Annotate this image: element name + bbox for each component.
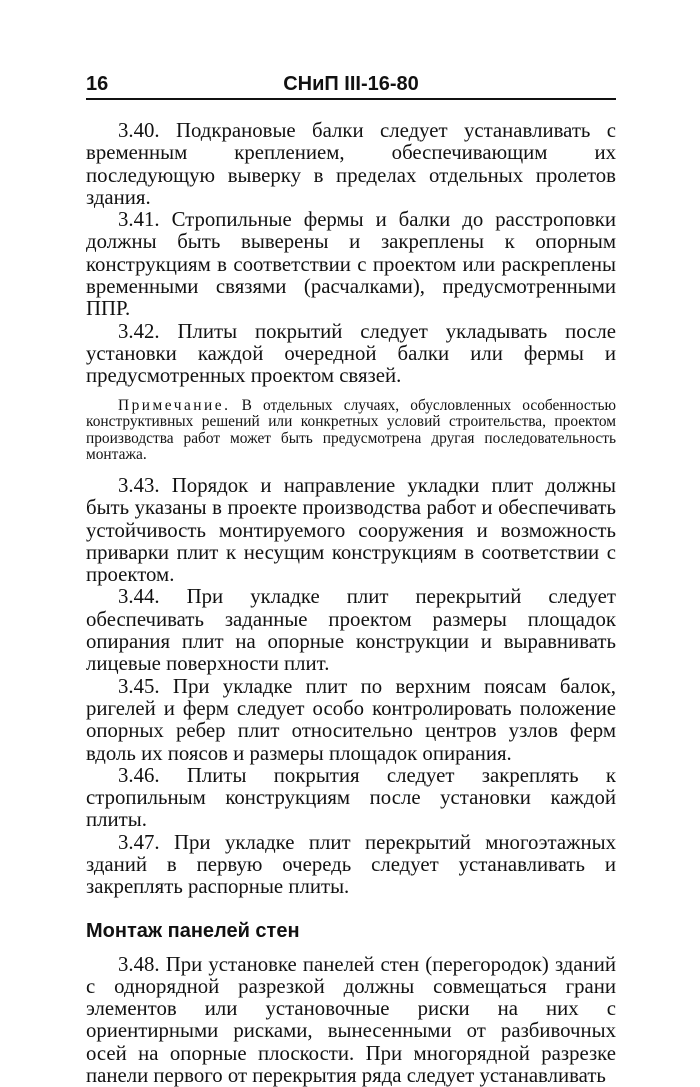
clause-number: 3.40. [118, 119, 160, 142]
clause-text: Плиты покрытий следует укладывать после установки каждой очередной балки или фермы и предусмотренных проектом связей. [86, 319, 616, 388]
clause-number: 3.47. [118, 830, 160, 854]
clause-3-44 [86, 586, 616, 675]
clause-text: Стропильные фермы и балки до расстроповки должны быть выверены и закреплены к опорным конструкциям в соответствии с проектом или раскреплены временными связями (расчалками), предусмотренными ППР. [86, 208, 617, 321]
note [86, 398, 616, 464]
clause-number: 3.46. [118, 763, 160, 787]
note-label: Примечание. [118, 396, 231, 414]
clause-text: При укладке плит перекрытий многоэтажных зданий в первую очередь следует устанавливать и закреплять распорные плиты. [86, 830, 616, 899]
page-number: 16 [86, 73, 109, 95]
clause-number: 3.48. [118, 952, 160, 976]
clause-number: 3.41. [118, 208, 160, 232]
note-text: В отдельных случаях, обусловленных особенностью конструктивных решений или конкретных условий строительства, проектом производства работ может быть предусмотрена другая последовательность монтажа. [86, 396, 616, 464]
clause-text: Плиты покрытия следует закреплять к стропильным конструкциям после установки каждой плиты. [86, 763, 616, 832]
header-title: СНиП III-16-80 [283, 73, 419, 95]
clause-text: При установке панелей стен (перегородок) зданий с однорядной разрезкой должны совмещаться грани элементов или установочные риски на них с ориентирными рисками, вынесенными от разбивочных осей на опорные плоскости. При многорядной разрезке панели первого от перекрытия ряда следует устанавливать [86, 952, 617, 1087]
page-header [86, 70, 616, 100]
section-heading: Монтаж панелей стен [86, 919, 300, 942]
clause-3-48 [86, 954, 616, 1087]
clause-3-43 [86, 475, 616, 586]
clause-3-42 [86, 321, 616, 388]
clause-number: 3.43. [118, 473, 160, 497]
clause-text: При укладке плит по верхним поясам балок, ригелей и ферм следует особо контролировать положение опорных ребер плит относительно центров узлов ферм вдоль их поясов и размеры площадок опирания. [86, 674, 616, 765]
page-body [86, 120, 616, 1087]
clause-3-47 [86, 832, 616, 899]
clause-number: 3.42. [118, 319, 160, 343]
clause-text: При укладке плит перекрытий следует обеспечивать заданные проектом размеры площадок опирания плит на опорные конструкции и выравнивать лицевые поверхности плит. [86, 585, 616, 676]
clause-text: Подкрановые балки следует устанавливать с временным креплением, обеспечивающим их последующую выверку в пределах отдельных пролетов здания. [86, 119, 616, 209]
clause-3-45 [86, 676, 616, 765]
clause-3-41 [86, 209, 616, 320]
clause-3-46 [86, 765, 616, 832]
clause-text: Порядок и направление укладки плит должны быть указаны в проекте производства работ и обеспечивать устойчивость монтируемого сооружения и возможность приварки плит к несущим конструкциям в соответствии с проектом. [86, 473, 616, 587]
clause-number: 3.45. [118, 674, 160, 698]
clause-3-40 [86, 120, 616, 209]
clause-number: 3.44. [118, 585, 160, 609]
